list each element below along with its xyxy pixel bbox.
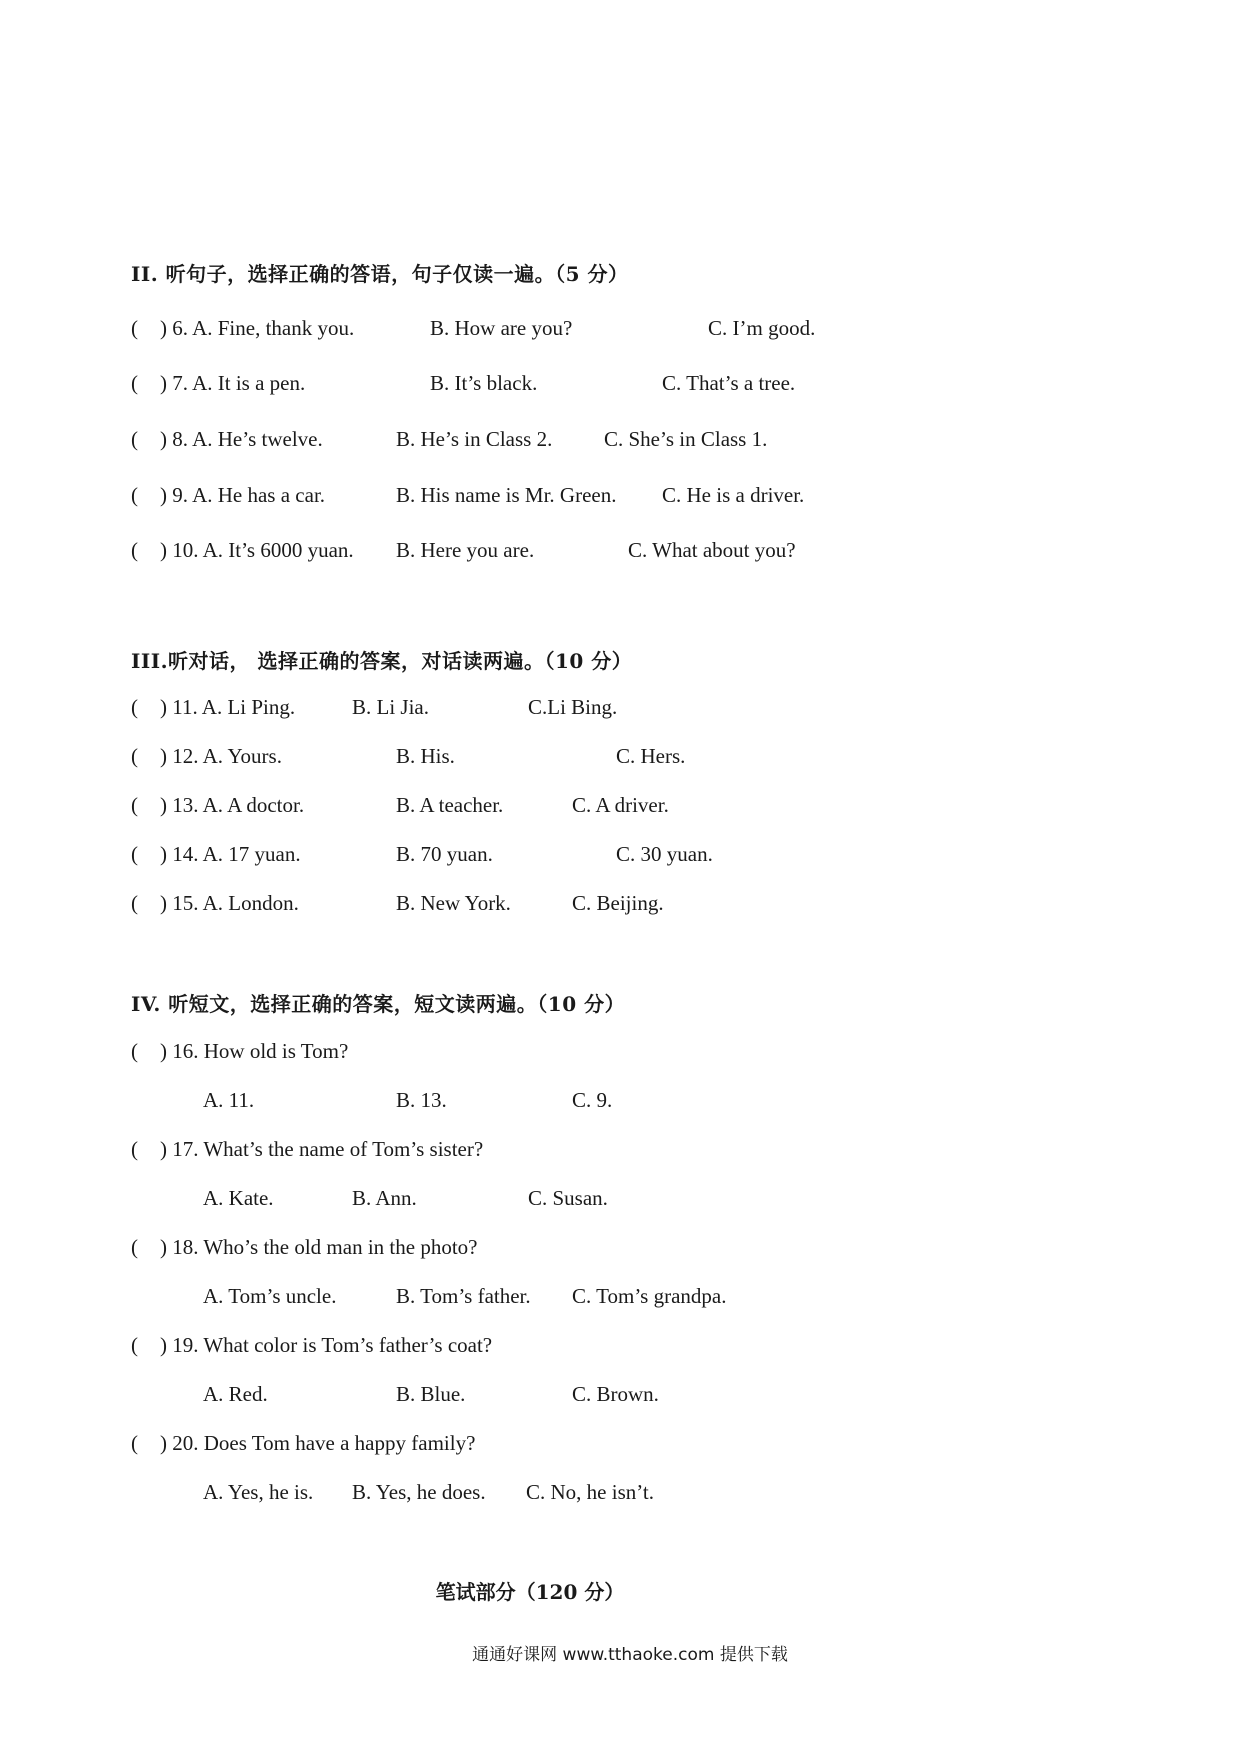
option-c: C. What about you? (628, 538, 796, 562)
answer-paren: ( (131, 744, 138, 768)
option-b: B. Here you are. (396, 538, 535, 562)
section-heading-listening-passage: IV. 听短文，选择正确的答案，短文读两遍。（10 分） (131, 992, 626, 1016)
question-text: ) 19. What color is Tom’s father’s coat? (160, 1333, 493, 1357)
answer-paren: ( (131, 371, 138, 395)
question-option-a: ) 10. A. It’s 6000 yuan. (160, 538, 354, 562)
question-option-a: ) 6. A. Fine, thank you. (160, 316, 355, 340)
option-b: B. His. (396, 744, 455, 768)
option-c: C. Tom’s grandpa. (572, 1284, 727, 1308)
question-option-a: ) 15. A. London. (160, 891, 299, 915)
answer-paren: ( (131, 842, 138, 866)
answer-paren: ( (131, 1431, 138, 1455)
option-a: A. Kate. (203, 1186, 274, 1210)
question-option-a: ) 9. A. He has a car. (160, 483, 326, 507)
option-c: C. I’m good. (708, 316, 816, 340)
answer-paren: ( (131, 891, 138, 915)
option-c: C. Brown. (572, 1382, 659, 1406)
written-part-title: 笔试部分（120 分） (435, 1580, 625, 1604)
option-c: C. She’s in Class 1. (604, 427, 768, 451)
question-option-a: ) 7. A. It is a pen. (160, 371, 306, 395)
option-b: B. He’s in Class 2. (396, 427, 553, 451)
option-b: B. His name is Mr. Green. (396, 483, 617, 507)
option-b: B. It’s black. (430, 371, 538, 395)
question-option-a: ) 14. A. 17 yuan. (160, 842, 301, 866)
answer-paren: ( (131, 695, 138, 719)
option-c: C. A driver. (572, 793, 669, 817)
answer-paren: ( (131, 316, 138, 340)
option-c: C. 9. (572, 1088, 613, 1112)
option-c: C. Beijing. (572, 891, 664, 915)
option-b: B. Yes, he does. (352, 1480, 486, 1504)
option-c: C. 30 yuan. (616, 842, 713, 866)
download-footer: 通通好课网 www.tthaoke.com 提供下载 (472, 1645, 788, 1665)
option-a: A. 11. (203, 1088, 255, 1112)
option-a: A. Tom’s uncle. (203, 1284, 337, 1308)
answer-paren: ( (131, 483, 138, 507)
section-heading-listening-sentences: II. 听句子，选择正确的答语，句子仅读一遍。（5 分） (131, 262, 629, 286)
option-b: B. 70 yuan. (396, 842, 493, 866)
answer-paren: ( (131, 1333, 138, 1357)
option-b: B. New York. (396, 891, 511, 915)
question-option-a: ) 12. A. Yours. (160, 744, 282, 768)
answer-paren: ( (131, 427, 138, 451)
option-a: A. Yes, he is. (203, 1480, 314, 1504)
answer-paren: ( (131, 1137, 138, 1161)
option-c: C. That’s a tree. (662, 371, 796, 395)
answer-paren: ( (131, 1039, 138, 1063)
option-c: C. He is a driver. (662, 483, 805, 507)
question-option-a: ) 8. A. He’s twelve. (160, 427, 323, 451)
question-text: ) 16. How old is Tom? (160, 1039, 349, 1063)
option-b: B. Blue. (396, 1382, 466, 1406)
option-b: B. A teacher. (396, 793, 504, 817)
option-c: C. Susan. (528, 1186, 608, 1210)
section-heading-listening-dialogues: III.听对话， 选择正确的答案，对话读两遍。（10 分） (131, 649, 633, 673)
question-text: ) 18. Who’s the old man in the photo? (160, 1235, 478, 1259)
option-b: B. Li Jia. (352, 695, 429, 719)
answer-paren: ( (131, 793, 138, 817)
answer-paren: ( (131, 538, 138, 562)
option-c: C. Hers. (616, 744, 686, 768)
option-b: B. Tom’s father. (396, 1284, 531, 1308)
option-c: C. No, he isn’t. (526, 1480, 654, 1504)
answer-paren: ( (131, 1235, 138, 1259)
question-option-a: ) 13. A. A doctor. (160, 793, 305, 817)
option-c: C.Li Bing. (528, 695, 618, 719)
question-text: ) 20. Does Tom have a happy family? (160, 1431, 476, 1455)
option-b: B. 13. (396, 1088, 447, 1112)
option-b: B. Ann. (352, 1186, 417, 1210)
option-b: B. How are you? (430, 316, 573, 340)
option-a: A. Red. (203, 1382, 268, 1406)
question-option-a: ) 11. A. Li Ping. (160, 695, 296, 719)
question-text: ) 17. What’s the name of Tom’s sister? (160, 1137, 484, 1161)
